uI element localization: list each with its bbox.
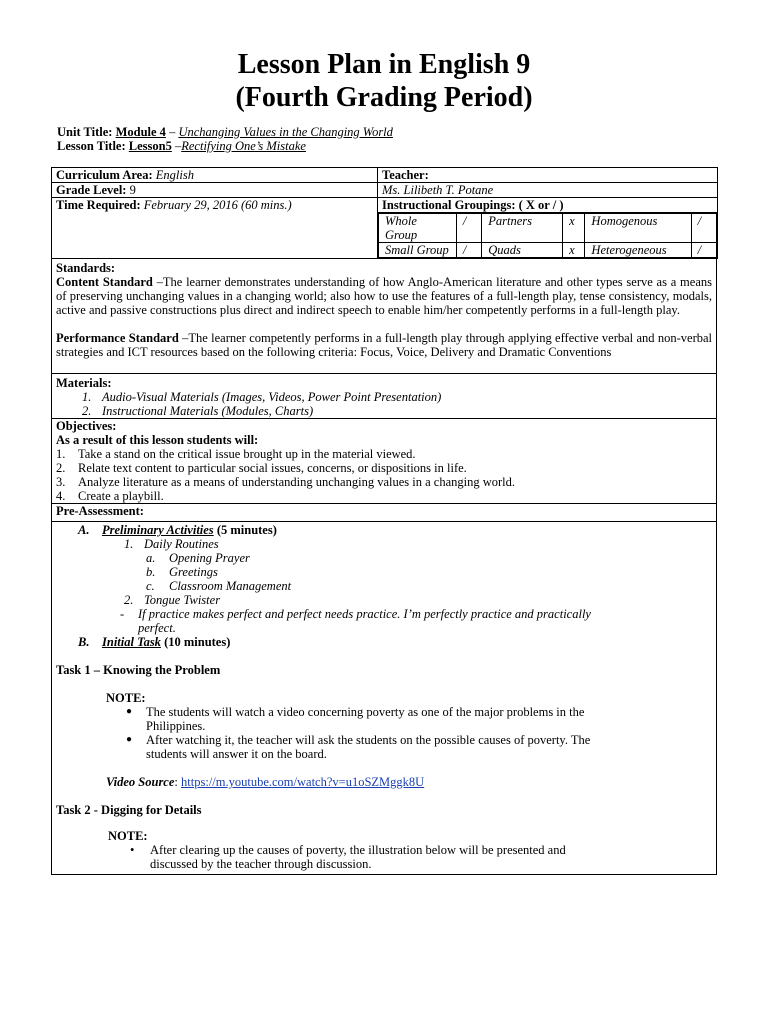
bullet-icon: • <box>130 843 135 857</box>
bullet-icon: ● <box>126 706 133 717</box>
teacher-value: Ms. Lilibeth T. Potane <box>382 183 494 197</box>
grouping-small: Small Group <box>379 243 457 258</box>
page-title <box>0 48 768 114</box>
list-item: b. Greetings <box>146 565 218 579</box>
preliminary-activities-title: Preliminary Activities <box>102 523 214 537</box>
task-1-note: NOTE: <box>106 691 146 705</box>
preassessment-heading: Pre-Assessment: <box>56 504 144 518</box>
performance-standard-label: Performance Standard <box>56 331 179 345</box>
curriculum-label: Curriculum Area: <box>56 168 153 182</box>
lesson-table <box>51 167 717 875</box>
unit-title <box>57 125 393 139</box>
grouping-heterogeneous-mark: / <box>691 243 716 258</box>
video-source-label: Video Source <box>106 775 175 789</box>
grouping-row <box>379 243 717 258</box>
teacher-value-cell <box>378 183 718 198</box>
grouping-homogenous: Homogenous <box>585 214 691 243</box>
list-item: 2. Instructional Materials (Modules, Charts) <box>82 404 314 418</box>
groupings-label-cell <box>378 198 718 213</box>
objectives-heading: Objectives: <box>56 419 117 433</box>
task-2-heading: Task 2 - Digging for Details <box>56 803 202 817</box>
preassessment-heading-row <box>51 504 717 522</box>
groupings-cell <box>378 213 718 259</box>
unit-module: Module 4 <box>115 125 166 139</box>
time-label: Time Required: <box>56 198 141 212</box>
materials-heading: Materials: <box>56 376 112 390</box>
teacher-label-cell <box>378 168 718 183</box>
preassessment-section <box>51 522 717 875</box>
list-item: 1. Take a stand on the critical issue brought up in the material viewed. <box>56 447 416 461</box>
grouping-small-mark: / <box>456 243 481 258</box>
groupings-label: Instructional Groupings: ( X or / ) <box>382 198 564 212</box>
grouping-heterogeneous: Heterogeneous <box>585 243 691 258</box>
initial-task-title: Initial Task <box>102 635 161 649</box>
time-value: February 29, 2016 (60 mins.) <box>143 198 292 212</box>
list-item: ● The students will watch a video concerning poverty as one of the major problems in the Philippines. <box>126 705 585 733</box>
lesson-title <box>57 139 306 153</box>
teacher-label: Teacher: <box>382 168 429 182</box>
lesson-number: Lesson5 <box>128 139 172 153</box>
grouping-whole-mark: / <box>456 214 481 243</box>
grouping-row <box>379 214 717 243</box>
time-cell <box>52 198 378 259</box>
groupings-table <box>378 213 717 258</box>
lesson-sep: – <box>171 139 182 153</box>
video-source-link[interactable]: https://m.youtube.com/watch?v=u1oSZMggk8U <box>181 775 425 789</box>
objectives-section <box>51 419 717 504</box>
objectives-intro: As a result of this lesson students will: <box>56 433 259 447</box>
title-line-2: (Fourth Grading Period) <box>235 82 533 113</box>
list-item: a. Opening Prayer <box>146 551 250 565</box>
grade-value: 9 <box>129 183 136 197</box>
list-item: 4. Create a playbill. <box>56 489 164 503</box>
list-item: 1. Daily Routines <box>124 537 219 551</box>
standards-heading: Standards: <box>56 261 116 275</box>
content-standard-label: Content Standard <box>56 275 153 289</box>
standards-section <box>51 259 717 374</box>
performance-standard-text: –The learner competently performs in a full-length play through applying effective verbal and non-verbal strategies and ICT resources based on the following criteria: Focus, Voice, Delivery and Dramatic Conventions <box>56 331 713 359</box>
list-item: 2. Tongue Twister <box>124 593 221 607</box>
info-table <box>51 167 718 259</box>
initial-task: B. Initial Task (10 minutes) <box>78 635 231 649</box>
task-2-note: NOTE: <box>108 829 148 843</box>
grouping-partners-mark: x <box>563 214 585 243</box>
lesson-text: Rectifying One’s Mistake <box>181 139 306 153</box>
list-item: • After clearing up the causes of poverty, the illustration below will be presented and discussed by the teacher through discussion. <box>130 843 566 871</box>
grouping-partners: Partners <box>482 214 563 243</box>
content-standard-text: –The learner demonstrates understanding of how Anglo-American literature and other types serve as a means of preserving unchanging values in a changing world; also how to use the features of a full-length play, tense consistency, modals, active and passive constructions plus direct and indirect speech to enable him/her competently performs in a full-length play. <box>56 275 712 317</box>
unit-sep: – <box>165 125 179 139</box>
grade-label: Grade Level: <box>56 183 127 197</box>
tongue-twister: - If practice makes perfect and perfect needs practice. I’m perfectly practice and practically perfect. <box>120 607 591 635</box>
preliminary-activities: A. Preliminary Activities (5 minutes) <box>78 523 277 537</box>
bullet-icon: ● <box>126 734 133 745</box>
video-source: Video Source: https://m.youtube.com/watch?v=u1oSZMggk8U <box>106 775 425 789</box>
content-standard <box>56 275 712 317</box>
unit-text: Unchanging Values in the Changing World <box>178 125 393 139</box>
list-item: c. Classroom Management <box>146 579 292 593</box>
materials-section <box>51 374 717 419</box>
grade-cell <box>52 183 378 198</box>
grouping-homogenous-mark: / <box>691 214 716 243</box>
grouping-whole: Whole Group <box>379 214 457 243</box>
grouping-quads-mark: x <box>563 243 585 258</box>
lesson-label: Lesson Title: <box>57 139 126 153</box>
unit-label: Unit Title: <box>57 125 113 139</box>
list-item: ● After watching it, the teacher will ask the students on the possible causes of poverty. The students will answer it on the board. <box>126 733 591 761</box>
task-1-heading: Task 1 – Knowing the Problem <box>56 663 221 677</box>
title-line-1: Lesson Plan in English 9 <box>237 49 531 80</box>
list-item: 1. Audio-Visual Materials (Images, Videos, Power Point Presentation) <box>82 390 442 404</box>
curriculum-value: English <box>155 168 194 182</box>
curriculum-cell <box>52 168 378 183</box>
grouping-quads: Quads <box>482 243 563 258</box>
list-item: 3. Analyze literature as a means of understanding unchanging values in a changing world. <box>56 475 516 489</box>
performance-standard <box>56 331 712 359</box>
list-item: 2. Relate text content to particular social issues, concerns, or dispositions in life. <box>56 461 467 475</box>
